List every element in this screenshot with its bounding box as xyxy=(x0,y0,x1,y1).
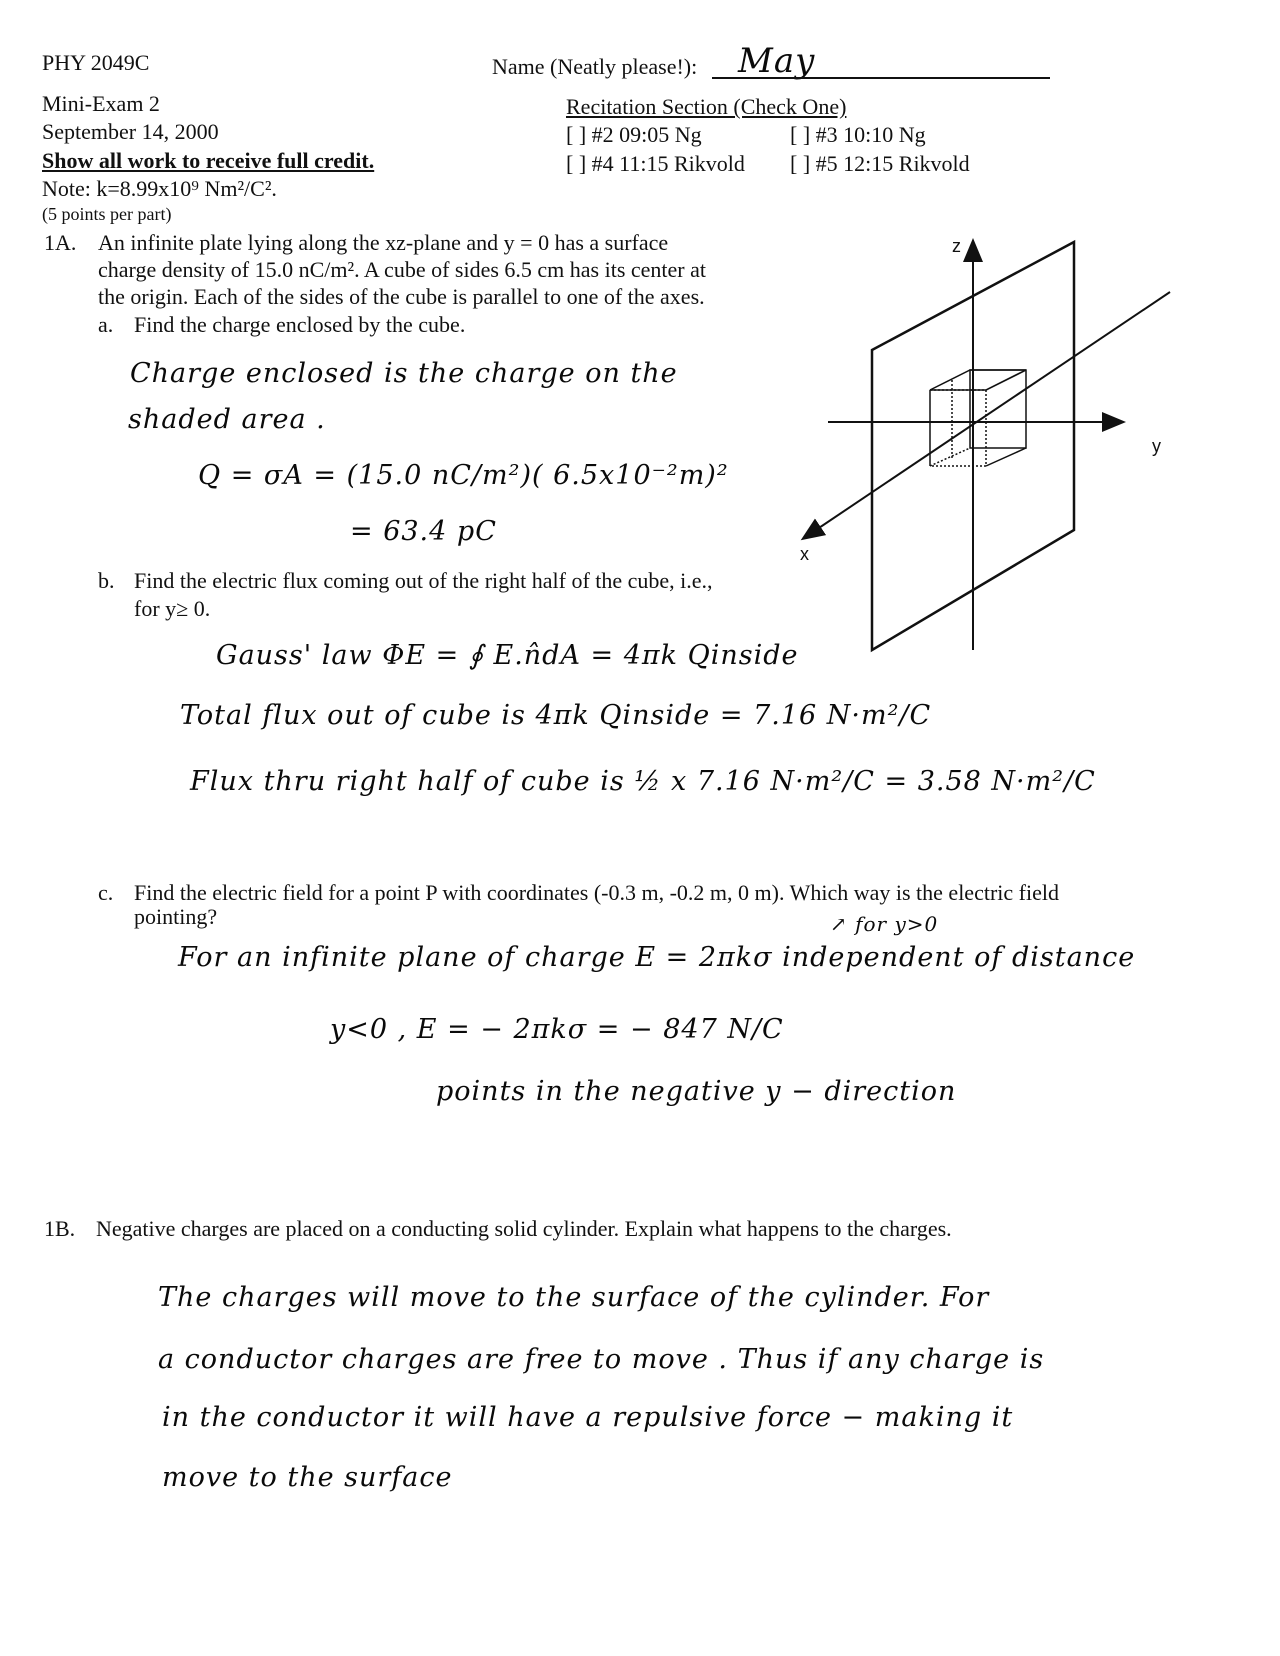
y-axis-label: y xyxy=(1152,436,1161,456)
part-c-question: pointing? xyxy=(134,904,218,929)
instruction: Show all work to receive full credit. xyxy=(42,148,375,173)
handwritten-note: ↗ for y>0 xyxy=(830,912,939,936)
z-axis-label: z xyxy=(952,236,961,256)
handwritten-answer: = 63.4 pC xyxy=(350,516,497,547)
question-text: the origin. Each of the sides of the cube is parallel to one of the axes. xyxy=(98,284,705,309)
exam-title: Mini-Exam 2 xyxy=(42,91,160,116)
part-b-question: Find the electric flux coming out of the right half of the cube, i.e., xyxy=(134,568,713,593)
section-option: [ ] #3 10:10 Ng xyxy=(790,122,926,147)
part-c-question: Find the electric field for a point P with coordinates (-0.3 m, -0.2 m, 0 m). Which way is the electric field xyxy=(134,880,1059,905)
part-label: b. xyxy=(98,568,115,593)
question-text: An infinite plate lying along the xz-plane and y = 0 has a surface xyxy=(98,230,669,255)
handwritten-answer: shaded area . xyxy=(128,404,326,435)
handwritten-answer: in the conductor it will have a repulsive force − making it xyxy=(162,1402,1014,1433)
section-option: [ ] #4 11:15 Rikvold xyxy=(566,151,745,176)
x-axis xyxy=(804,292,1170,538)
question-number: 1B. xyxy=(44,1216,76,1241)
plate-cube-diagram xyxy=(780,230,1190,670)
handwritten-answer: Gauss' law ΦE = ∮ E.n̂dA = 4πk Qinside xyxy=(216,640,799,671)
question-number: 1A. xyxy=(44,230,77,255)
course-code: PHY 2049C xyxy=(42,50,150,75)
handwritten-answer: points in the negative y − direction xyxy=(436,1076,957,1107)
name-label: Name (Neatly please!): xyxy=(492,54,698,79)
handwritten-answer: y<0 , E = − 2πkσ = − 847 N/C xyxy=(330,1014,784,1045)
points-note: (5 points per part) xyxy=(42,204,172,224)
gaussian-cube xyxy=(930,370,1026,466)
handwritten-answer: Charge enclosed is the charge on the xyxy=(130,358,678,389)
name-value: May xyxy=(738,41,816,81)
handwritten-answer: For an infinite plane of charge E = 2πkσ independent of distance xyxy=(178,942,1136,973)
recitation-title: Recitation Section (Check One) xyxy=(566,94,847,119)
part-b-question: for y≥ 0. xyxy=(134,596,211,621)
part-label: c. xyxy=(98,880,114,905)
handwritten-answer: move to the surface xyxy=(162,1462,453,1493)
question-text: charge density of 15.0 nC/m². A cube of sides 6.5 cm has its center at xyxy=(98,257,707,282)
handwritten-answer: a conductor charges are free to move . Thus if any charge is xyxy=(158,1344,1045,1375)
constant-note: Note: k=8.99x10⁹ Nm²/C². xyxy=(42,176,277,201)
name-underline xyxy=(712,77,1050,79)
section-option: [ ] #5 12:15 Rikvold xyxy=(790,151,970,176)
handwritten-answer: The charges will move to the surface of the cylinder. For xyxy=(158,1282,990,1313)
exam-date: September 14, 2000 xyxy=(42,119,219,144)
part-label: a. xyxy=(98,312,114,337)
handwritten-answer: Total flux out of cube is 4πk Qinside = 7.16 N·m²/C xyxy=(180,700,932,731)
handwritten-answer: Q = σA = (15.0 nC/m²)( 6.5x10⁻²m)² xyxy=(198,460,729,491)
x-axis-label: x xyxy=(800,544,809,564)
section-option: [ ] #2 09:05 Ng xyxy=(566,122,702,147)
part-a-question: Find the charge enclosed by the cube. xyxy=(134,312,466,337)
handwritten-answer: Flux thru right half of cube is ½ x 7.16 N·m²/C = 3.58 N·m²/C xyxy=(190,766,1096,797)
question-text: Negative charges are placed on a conducting solid cylinder. Explain what happens to the charges. xyxy=(96,1216,952,1241)
